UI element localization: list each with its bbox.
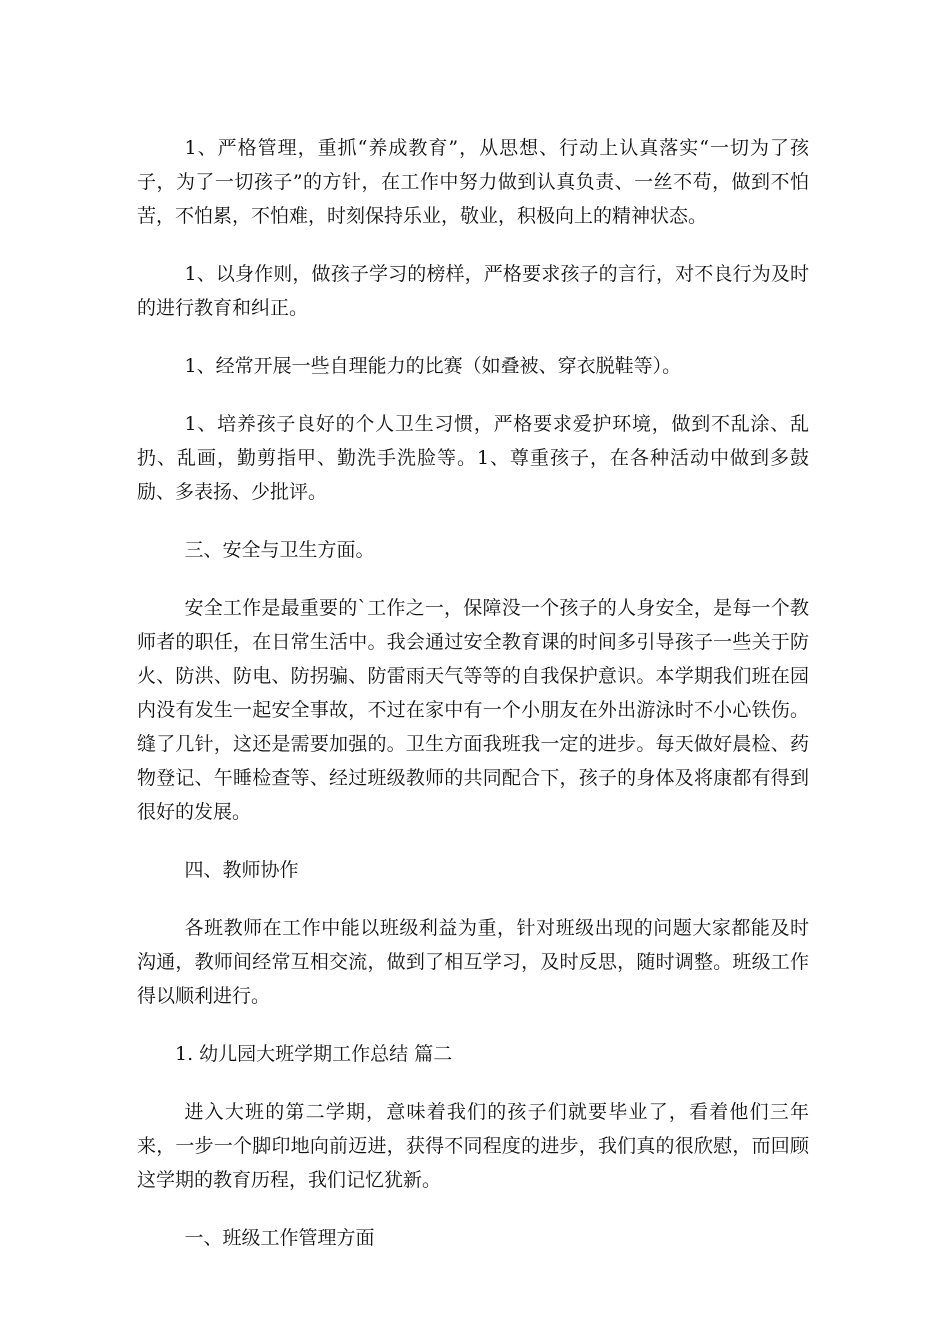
paragraph-second-semester-intro: 进入大班的第二学期，意味着我们的孩子们就要毕业了，看着他们三年来，一步一个脚印地向前迈进，获得不同程度的进步，我们真的很欣慰，而回顾这学期的教育历程，我们记忆犹新。 [137,1101,809,1191]
subtitle-part-two: 1. 幼儿园大班学期工作总结 篇二 [175,1043,453,1065]
paragraph-lead-by-example: 1、以身作则，做孩子学习的榜样，严格要求孩子的言行，对不良行为及时的进行教育和纠正。 [137,263,809,319]
paragraph-hygiene-habits: 1、培养孩子良好的个人卫生习惯，严格要求爱护环境，做到不乱涂、乱扔、乱画，勤剪指甲、勤洗手洗脸等。1、尊重孩子，在各种活动中做到多鼓励、多表扬、少批评。 [137,413,809,503]
paragraph-safety-work: 安全工作是最重要的`工作之一，保障没一个孩子的人身安全，是每一个教师者的职任，在日常生活中。我会通过安全教育课的时间多引导孩子一些关于防火、防洪、防电、防拐骗、防雷雨天气等等的自我保护意识。本学期我们班在园内没有发生一起安全事故，不过在家中有一个小朋友在外出游泳时不小心铁伤。缝了几针，这还是需要加强的。卫生方面我班我一定的进步。每天做好晨检、药物登记、午睡检查等、经过班级教师的共同配合下，孩子的身体及将康都有得到很好的发展。 [137,597,809,823]
paragraph-teacher-collaboration: 各班教师在工作中能以班级利益为重，针对班级出现的问题大家都能及时沟通，教师间经常互相交流，做到了相互学习，及时反思，随时调整。班级工作得以顺利进行。 [137,917,809,1007]
section-heading-safety-hygiene: 三、安全与卫生方面。 [184,539,375,561]
section-heading-teacher-collaboration: 四、教师协作 [184,859,299,881]
paragraph-self-care-competitions: 1、经常开展一些自理能力的比赛（如叠被、穿衣脱鞋等）。 [184,355,682,377]
paragraph-strict-management: 1、严格管理，重抓“养成教育”，从思想、行动上认真落实“一切为了孩子，为了一切孩子”的方针，在工作中努力做到认真负责、一丝不苟，做到不怕苦，不怕累，不怕难，时刻保持乐业，敬业，积极向上的精神状态。 [137,137,809,227]
document-body [137,131,809,1279]
section-heading-class-management: 一、班级工作管理方面 [184,1227,375,1249]
